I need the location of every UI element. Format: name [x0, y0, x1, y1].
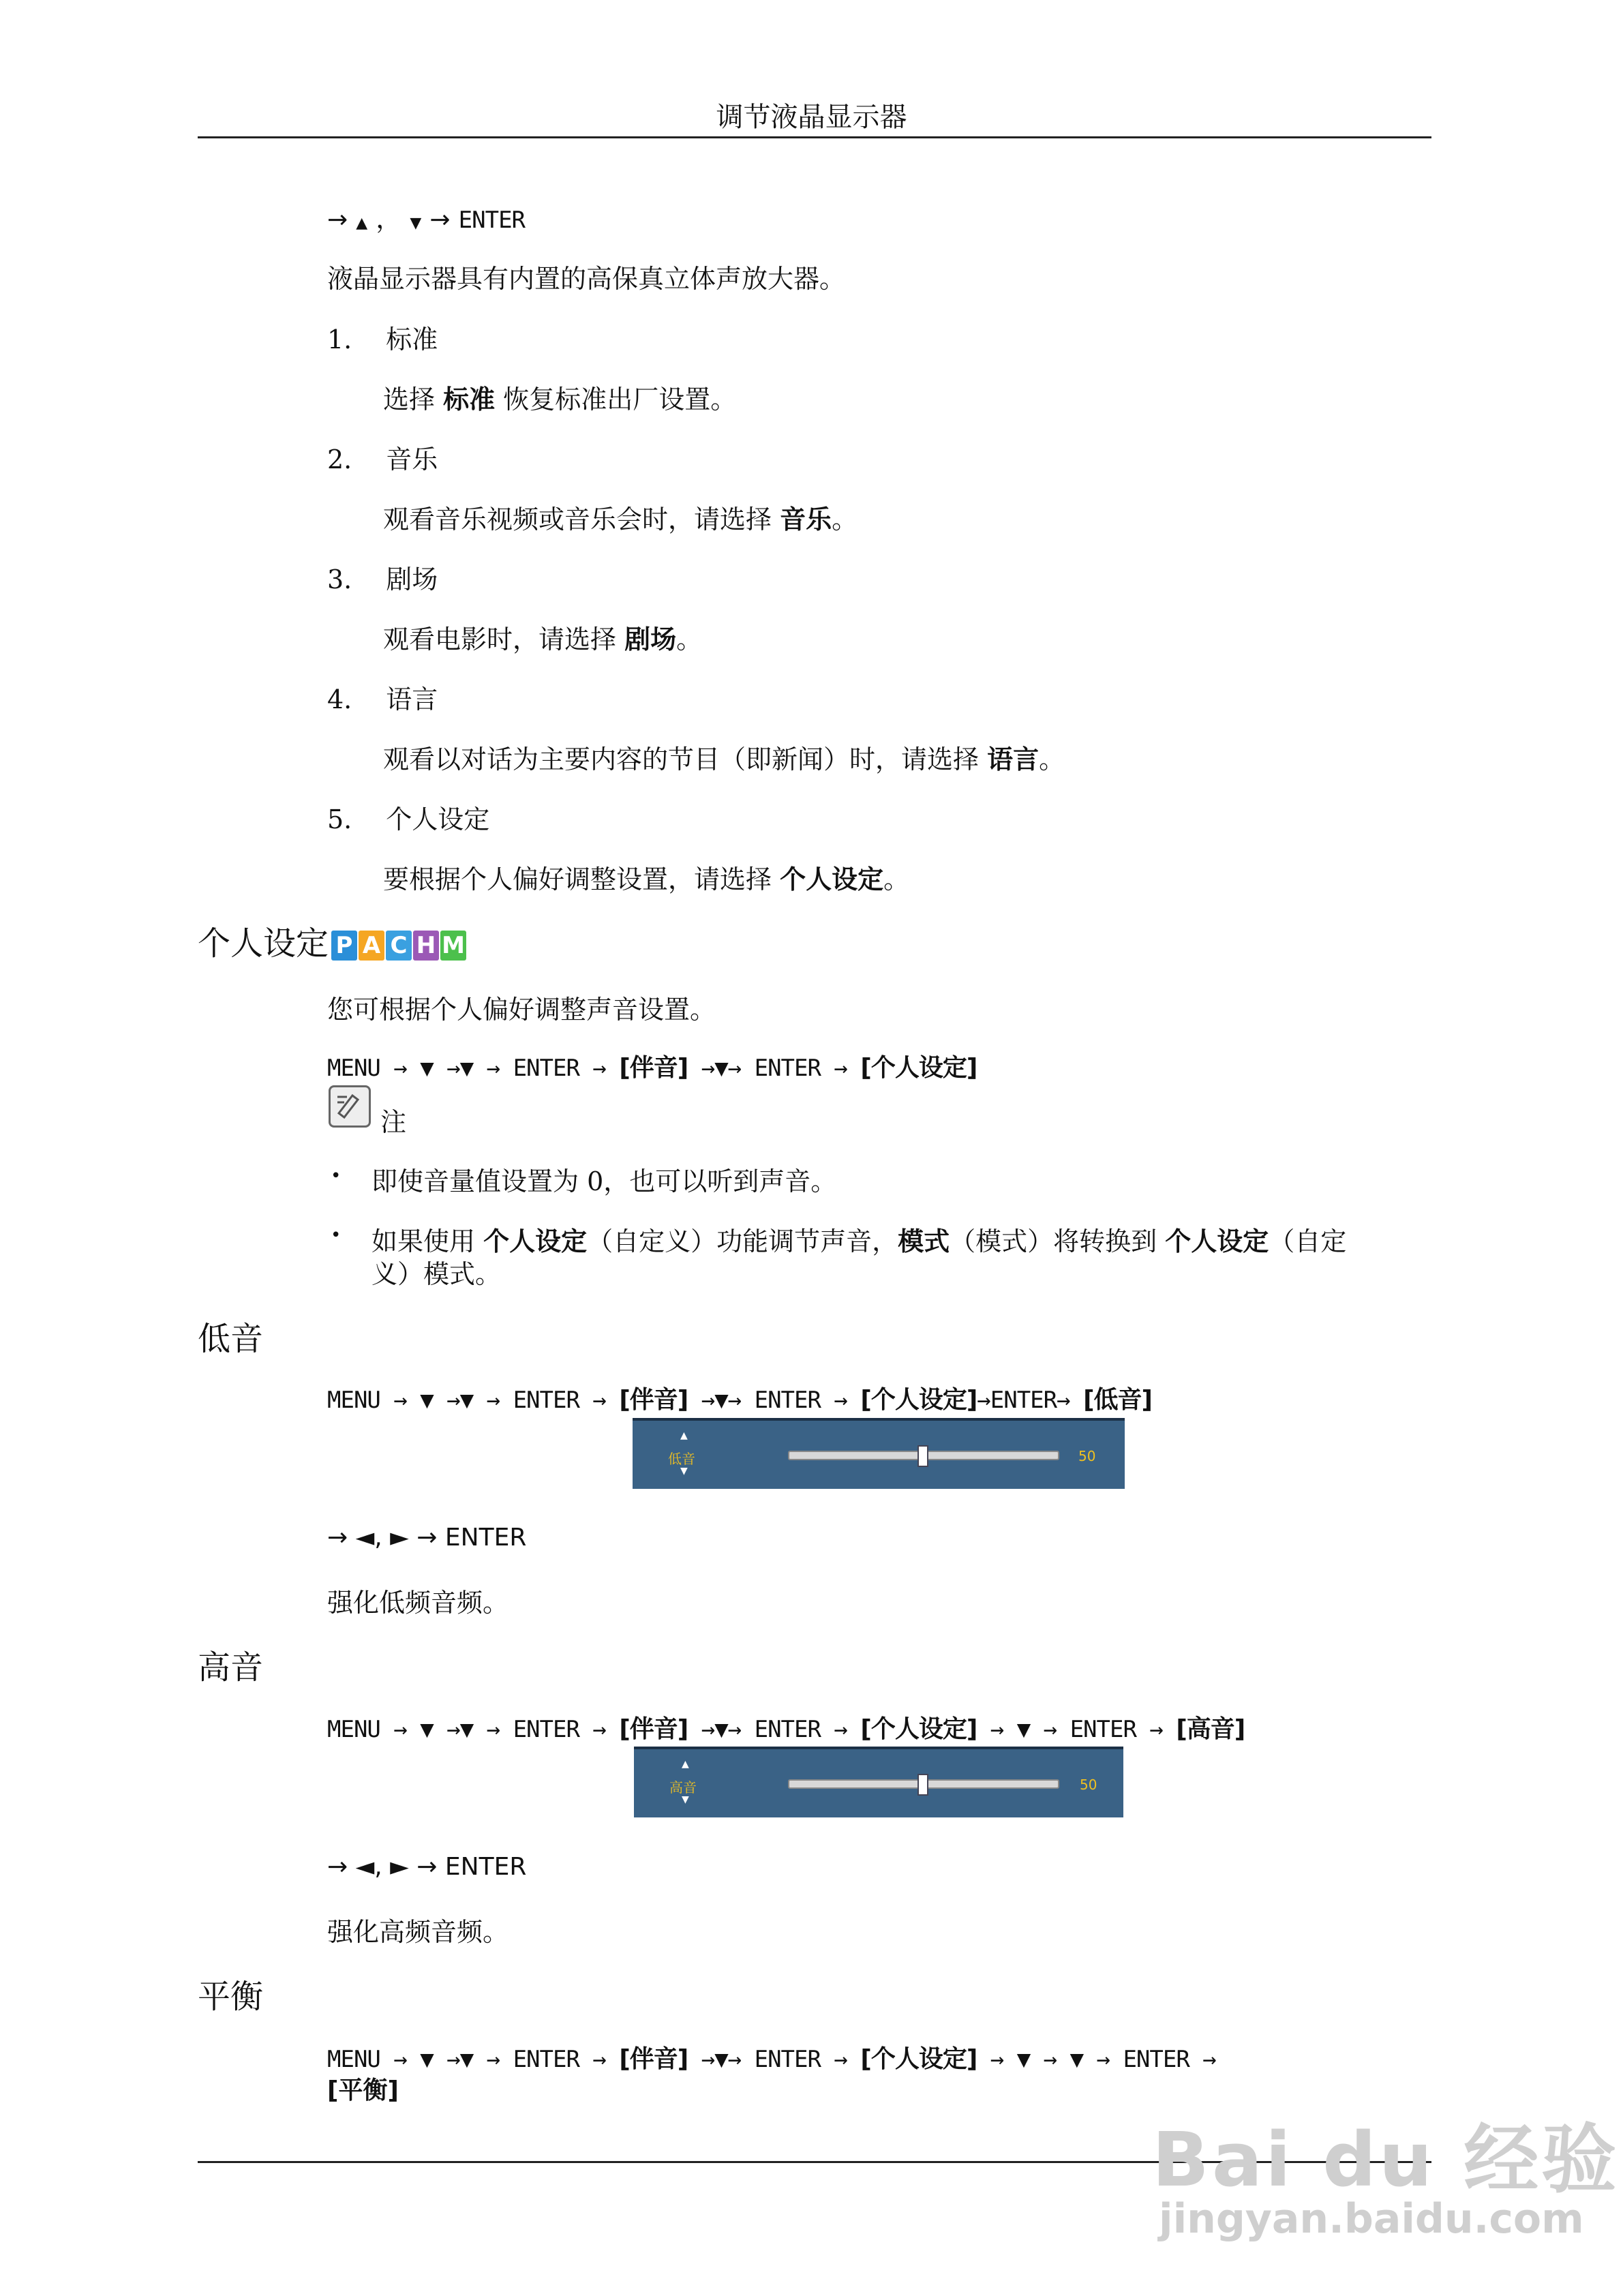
note-icon — [329, 1085, 371, 1128]
mode-item-custom: 5. 个人设定 — [327, 804, 490, 834]
mode-desc-custom: 要根据个人偏好调整设置，请选择 个人设定。 — [383, 864, 910, 894]
section-heading-balance: 平衡 — [198, 1978, 264, 2016]
bullet-2-line2: 义）模式。 — [371, 1259, 502, 1289]
mode-desc-speech: 观看以对话为主要内容的节目（即新闻）时，请选择 语言。 — [383, 744, 1065, 774]
section-heading-custom: 个人设定 P A C H M — [198, 917, 468, 964]
bass-slider-knob[interactable] — [917, 1445, 928, 1467]
osd-down-icon: ▼ — [682, 1794, 689, 1805]
bullet-dot: • — [331, 1166, 342, 1186]
treble-nav: → ◄, ► → ENTER — [327, 1853, 527, 1881]
bullet-dot: • — [331, 1225, 342, 1245]
custom-menu-path: MENU → ▼ →▼ → ENTER → [伴音] →▼→ ENTER → [个人设定] — [327, 1054, 977, 1082]
mode-item-theater: 3. 剧场 — [327, 564, 438, 594]
page-header-title: 调节液晶显示器 — [716, 102, 907, 133]
intro-nav: → ▲ ， ▼ → ENTER — [327, 204, 526, 234]
mode-item-music: 2. 音乐 — [327, 444, 438, 474]
down-arrow-icon: ▼ — [410, 215, 422, 232]
up-arrow-icon: ▲ — [356, 215, 368, 232]
mode-desc-music: 观看音乐视频或音乐会时，请选择 音乐。 — [383, 504, 858, 534]
custom-desc: 您可根据个人偏好调整声音设置。 — [327, 995, 716, 1025]
bass-desc: 强化低频音频。 — [327, 1588, 509, 1618]
note-label: 注 — [380, 1107, 407, 1137]
bass-osd-panel — [633, 1418, 1125, 1489]
treble-desc: 强化高频音频。 — [327, 1917, 509, 1947]
treble-osd-panel — [634, 1747, 1123, 1817]
treble-menu-path: MENU → ▼ →▼ → ENTER → [伴音] →▼→ ENTER → [个人设定] → ▼ → ENTER → [高音] — [327, 1715, 1245, 1743]
mode-item-speech: 4. 语言 — [327, 684, 438, 714]
bullet-1: 即使音量值设置为 0，也可以听到声音。 — [371, 1166, 837, 1196]
intro-desc: 液晶显示器具有内置的高保真立体声放大器。 — [327, 264, 846, 294]
watermark-url: jingyan.baidu.com — [1159, 2195, 1584, 2243]
osd-up-icon: ▲ — [682, 1759, 689, 1770]
osd-label: 低音 — [668, 1451, 695, 1467]
bullet-2-line1: 如果使用 个人设定（自定义）功能调节声音，模式（模式）将转换到 个人设定（自定 — [371, 1226, 1347, 1256]
section-heading-treble: 高音 — [198, 1648, 264, 1687]
osd-up-icon: ▲ — [680, 1430, 688, 1441]
header-divider — [198, 136, 1431, 138]
pachm-logo: P A C H M — [331, 931, 468, 961]
bass-nav: → ◄, ► → ENTER — [327, 1524, 527, 1552]
osd-down-icon: ▼ — [680, 1466, 688, 1477]
osd-value: 50 — [1080, 1777, 1097, 1793]
osd-label: 高音 — [669, 1779, 697, 1796]
osd-value: 50 — [1078, 1448, 1096, 1464]
mode-desc-theater: 观看电影时，请选择 剧场。 — [383, 624, 703, 654]
bass-menu-path: MENU → ▼ →▼ → ENTER → [伴音] →▼→ ENTER → [个人设定]→ENTER→ [低音] — [327, 1386, 1152, 1414]
mode-desc-standard: 选择 标准 恢复标准出厂设置。 — [383, 384, 737, 414]
balance-menu-path-line1: MENU → ▼ →▼ → ENTER → [伴音] →▼→ ENTER → [个人设定] → ▼ → ▼ → ENTER → — [327, 2045, 1216, 2073]
mode-item-standard: 1. 标准 — [327, 324, 438, 354]
treble-slider-knob[interactable] — [917, 1774, 928, 1796]
watermark-brand: Bai du 经验 — [1152, 2116, 1620, 2203]
section-heading-bass: 低音 — [198, 1320, 264, 1358]
balance-menu-path-line2: [平衡] — [327, 2076, 399, 2104]
